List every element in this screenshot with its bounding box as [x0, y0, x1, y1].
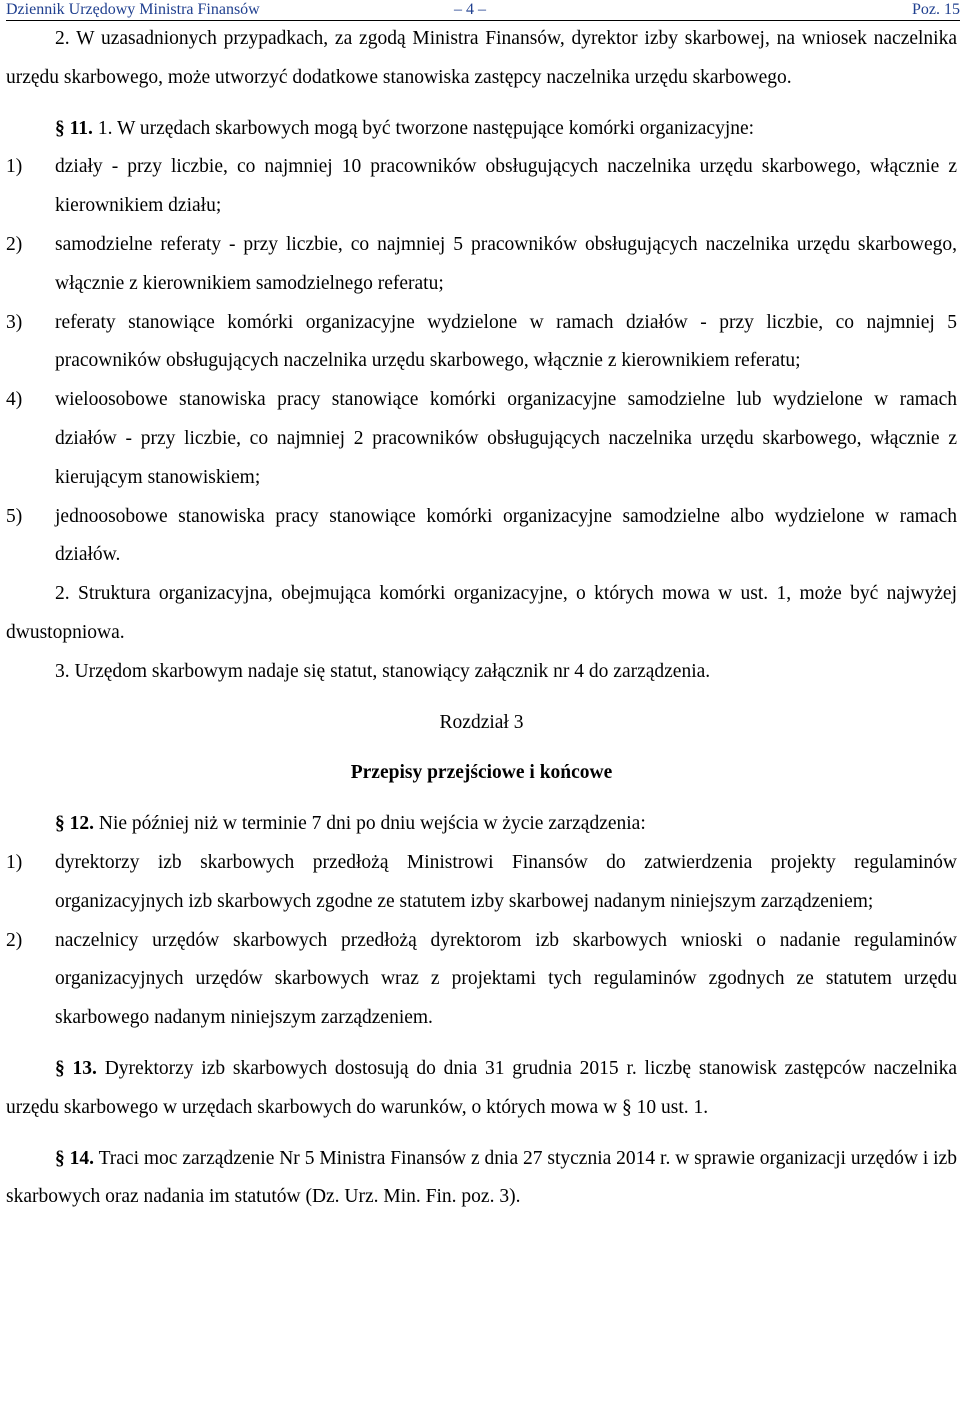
- list-item: 1) dyrektorzy izb skarbowych przedłożą Ministrowi Finansów do zatwierdzenia projekty regulaminów organizacyjnych izb skarbowych zgodne ze statutem izby skarbowej nadanym niniejszym zarządzeniem;: [6, 851, 957, 912]
- page-header: [6, 0, 960, 21]
- list-item: 5) jednoosobowe stanowiska pracy stanowiące komórki organizacyjne samodzielne albo wydzielone w ramach działów.: [6, 505, 957, 566]
- section-sign: §: [55, 813, 65, 835]
- section-13: [6, 1050, 957, 1128]
- position-number: Poz. 15: [912, 1, 960, 18]
- section-14-mark: 14.: [69, 1147, 95, 1169]
- list-item: 4) wieloosobowe stanowiska pracy stanowiące komórki organizacyjne samodzielne lub wydzielone w ramach działów - przy liczbie, co najmniej 2 pracowników obsługujących naczelnika urzędu skarbowego, włącznie z kierującym stanowiskiem;: [6, 389, 957, 488]
- journal-title: Dziennik Urzędowy Ministra Finansów: [6, 1, 260, 18]
- section-12-text: Nie później niż w terminie 7 dni po dniu wejścia w życie zarządzenia:: [98, 813, 646, 835]
- section-11-mark: 11.: [69, 117, 93, 139]
- section-sign: §: [55, 1147, 65, 1169]
- list-item: 3) referaty stanowiące komórki organizacyjne wydzielone w ramach działów - przy liczbie, co najmniej 5 pracowników obsługujących naczelnika urzędu skarbowego, włącznie z kierownikiem referatu;: [6, 311, 957, 372]
- section-13-text: Dyrektorzy izb skarbowych dostosują do dnia 31 grudnia 2015 r. liczbę stanowisk zastępców naczelnika urzędu skarbowego w urzędach skarbowych do warunków, o których mowa w § 10 ust. 1.: [6, 1057, 958, 1118]
- list-item: 2) naczelnicy urzędów skarbowych przedłożą dyrektorom izb skarbowych wnioski o nadanie regulaminów organizacyjnych urzędów skarbowych wraz z projektami tych regulaminów zgodnych ze statutem urzędu skarbowego nadanym niniejszym zarządzeniem.: [6, 929, 957, 1029]
- section-14: [6, 1140, 957, 1218]
- section-12-lead: [6, 805, 957, 844]
- section-sign: §: [55, 117, 65, 139]
- list-item: 1) działy - przy liczbie, co najmniej 10 pracowników obsługujących naczelnika urzędu skarbowego, włącznie z kierownikiem działu;: [6, 156, 957, 217]
- section-sign: §: [55, 1057, 65, 1079]
- section-11-lead: [6, 110, 957, 149]
- section-14-text: Traci moc zarządzenie Nr 5 Ministra Finansów z dnia 27 stycznia 2014 r. w sprawie organizacji urzędów i izb skarbowych oraz nadania im statutów (Dz. Urz. Min. Fin. poz. 3).: [6, 1147, 958, 1208]
- chapter-number: Rozdział 3: [439, 711, 524, 733]
- section-11-ust-2: 2. Struktura organizacyjna, obejmująca komórki organizacyjne, o których mowa w ust. 1, może być najwyżej dwustopniowa.: [6, 583, 957, 643]
- chapter-title: Przepisy przejściowe i końcowe: [350, 762, 613, 784]
- section-13-mark: 13.: [72, 1057, 97, 1079]
- section-11-text: 1. W urzędach skarbowych mogą być tworzone następujące komórki organizacyjne:: [97, 117, 755, 139]
- list-item: 2) samodzielne referaty - przy liczbie, co najmniej 5 pracowników obsługujących naczelnika urzędu skarbowego, włącznie z kierownikiem samodzielnego referatu;: [6, 233, 957, 294]
- page-number: – 4 –: [454, 1, 486, 18]
- section-12-mark: 12.: [69, 813, 94, 835]
- paragraph-intro: 2. W uzasadnionych przypadkach, za zgodą Ministra Finansów, dyrektor izby skarbowej, na wniosek naczelnika urzędu skarbowego, może utworzyć dodatkowe stanowiska zastępcy naczelnika urzędu skarbowego.: [6, 28, 957, 88]
- section-11-ust-3: 3. Urzędom skarbowym nadaje się statut, stanowiący załącznik nr 4 do zarządzenia.: [55, 660, 711, 682]
- document-body: [6, 20, 957, 1217]
